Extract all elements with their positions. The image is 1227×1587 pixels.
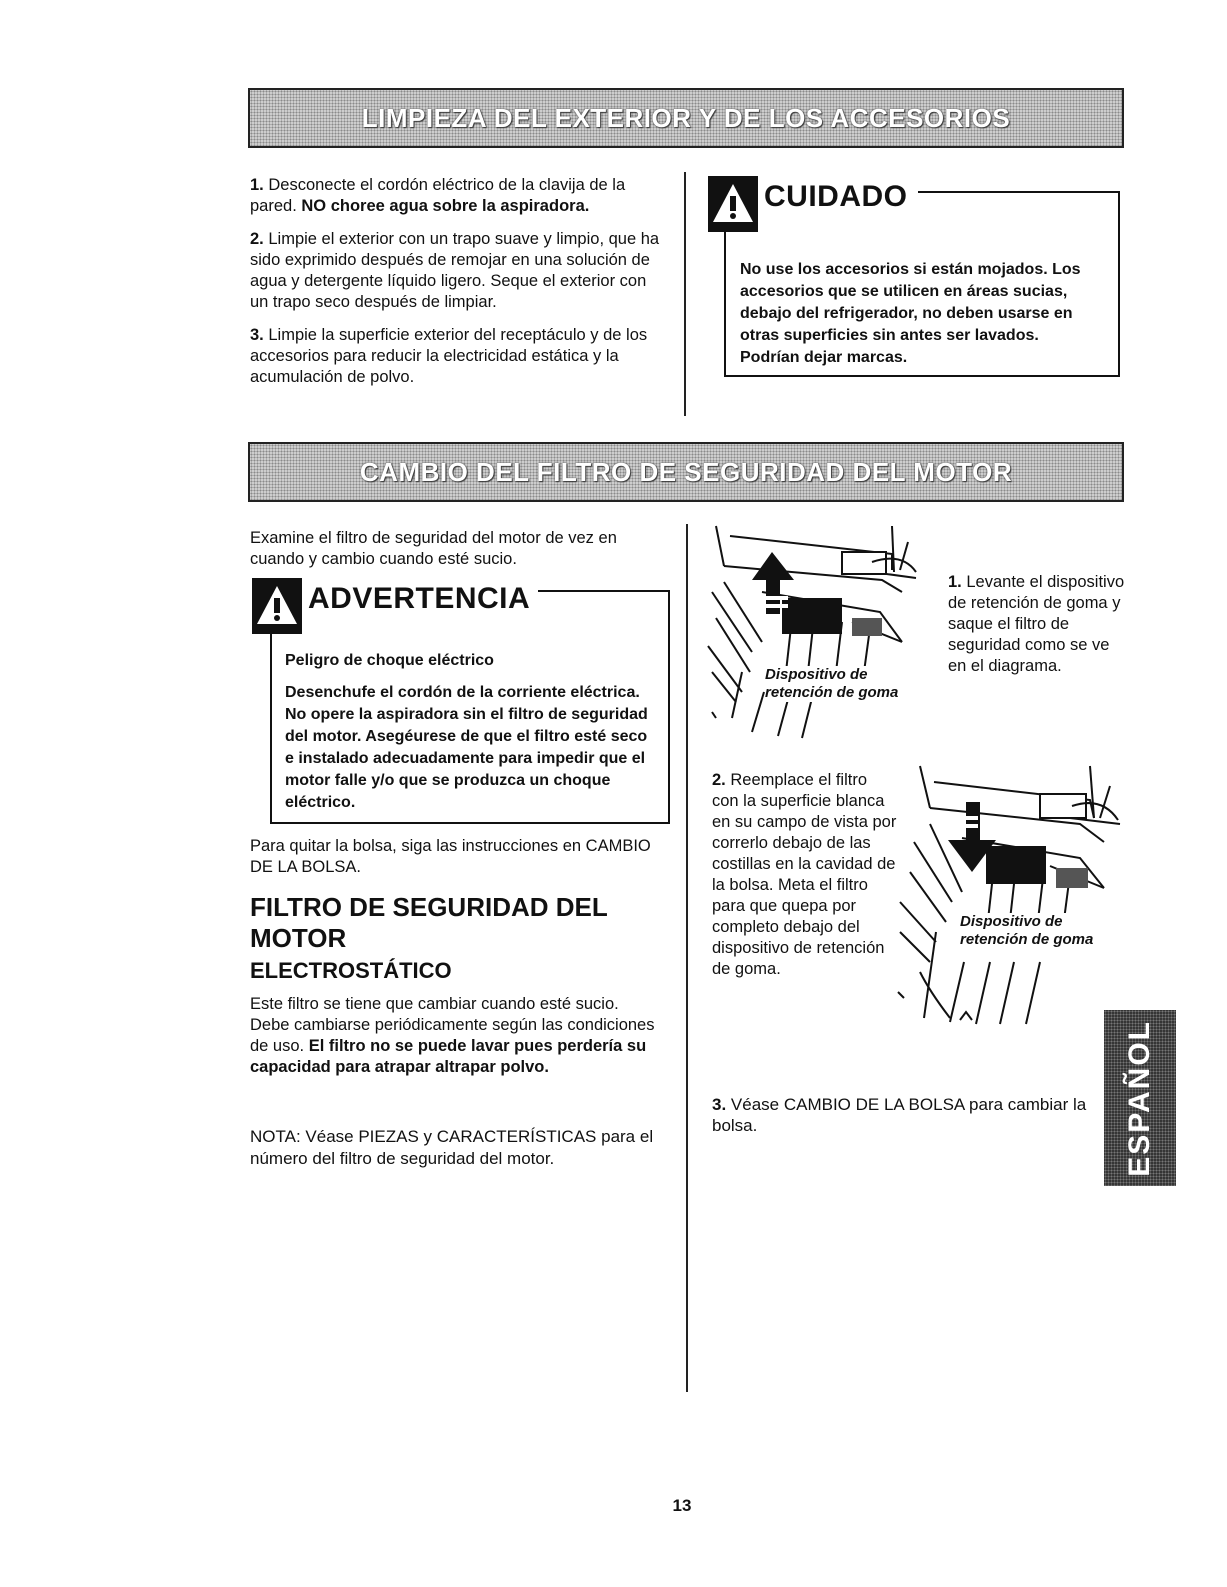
step-text: Véase CAMBIO DE LA BOLSA para cambiar la bolsa.	[712, 1095, 1087, 1135]
cuidado-title: CUIDADO	[764, 180, 908, 213]
advertencia-header	[252, 578, 538, 634]
column-divider	[686, 524, 688, 1392]
cleaning-step-3	[250, 325, 662, 388]
step-number: 2.	[250, 230, 264, 248]
step-number: 1.	[250, 176, 264, 194]
step-text: Limpie la superficie exterior del receptáculo y de los accesorios para reducir la electricidad estática y la acumulación de polvo.	[250, 326, 648, 386]
banner-title: LIMPIEZA DEL EXTERIOR Y DE LOS ACCESORIOS	[361, 102, 1011, 133]
section-subtitle: ELECTROSTÁTICO	[250, 958, 452, 983]
warning-icon	[708, 176, 758, 232]
filter-step-1	[948, 572, 1128, 677]
step-number: 1.	[948, 573, 962, 591]
page-number: 13	[672, 1496, 692, 1515]
column-divider	[684, 172, 686, 416]
nota	[250, 1126, 660, 1170]
filter-section	[250, 892, 670, 984]
step-text: Levante el dispositivo de retención de goma y saque el filtro de seguridad como se ve en el diagrama.	[948, 573, 1125, 675]
step-number: 3.	[712, 1095, 727, 1114]
advertencia-text: Desenchufe el cordón de la corriente eléctrica. No opere la aspiradora sin el filtro de seguridad del motor. Asegéurese de que el filtro esté seco e instalado adecuadamente para impedir que el motor falle y/o que se produzca un choque eléctrico.	[285, 684, 648, 811]
remove-bag-text: Para quitar la bolsa, siga las instrucciones en CAMBIO DE LA BOLSA.	[250, 837, 651, 876]
filter-install-diagram	[890, 762, 1126, 1034]
diagram-label	[765, 666, 898, 702]
filter-intro: Examine el filtro de seguridad del motor de vez en cuando y cambio cuando esté sucio.	[250, 529, 617, 568]
cleaning-step-2	[250, 229, 662, 313]
label-line: retención de goma	[765, 684, 899, 701]
diagram-label	[960, 913, 1093, 949]
step-text: Desconecte el cordón eléctrico de la clavija de la pared.	[250, 176, 626, 215]
step-bold-text: NO choree agua sobre la aspiradora.	[301, 197, 590, 215]
advertencia-title: ADVERTENCIA	[308, 582, 531, 615]
label-line: retención de goma	[960, 931, 1094, 948]
cuidado-text: No use los accesorios si están mojados. Los accesorios que se utilicen en áreas sucias, debajo del refrigerador, no deben usarse en otras superficies sin antes ser lavados. Podrían dejar marcas.	[740, 261, 1081, 366]
step-text: Reemplace el filtro con la superficie blanca en su campo de vista por correrlo debajo de las costillas en la cavidad de la bolsa. Meta el filtro para que quepa por completo debajo del dispositivo de retención de goma.	[712, 771, 897, 978]
banner-title: CAMBIO DEL FILTRO DE SEGURIDAD DEL MOTOR	[359, 456, 1013, 487]
advertencia-subtitle: Peligro de choque eléctrico	[285, 652, 494, 669]
description-text: Este filtro se tiene que cambiar cuando esté sucio. Debe cambiarse periódicamente según las condiciones de uso.	[250, 995, 655, 1055]
step-number: 3.	[250, 326, 264, 344]
section-banner-cleaning	[248, 88, 1124, 148]
filter-removal-diagram	[702, 522, 942, 758]
cleaning-step-1	[250, 175, 662, 217]
filter-description	[250, 994, 660, 1078]
cleaning-steps	[250, 175, 662, 400]
label-line: Dispositivo de	[765, 666, 868, 683]
description-bold: El filtro no se puede lavar pues perdería su capacidad para atrapar altrapar polvo.	[250, 1037, 647, 1076]
step-text: Limpie el exterior con un trapo suave y limpio, que ha sido exprimido después de remojar en una solución de agua y detergente líquido ligero. Seque el exterior con un trapo seco después de limpiar.	[250, 230, 660, 311]
filter-step-3	[712, 1094, 1092, 1136]
cuidado-header	[708, 176, 918, 232]
step-number: 2.	[712, 771, 726, 789]
nota-text: Véase PIEZAS y CARACTERÍSTICAS para el número del filtro de seguridad del motor.	[250, 1127, 654, 1168]
nota-label: NOTA:	[250, 1127, 301, 1146]
language-tab-label: ESPAÑOL	[1123, 1019, 1156, 1177]
warning-icon	[252, 578, 302, 634]
label-line: Dispositivo de	[960, 913, 1063, 930]
filter-step-2	[712, 770, 898, 980]
language-tab	[1104, 1010, 1176, 1186]
section-banner-filter	[248, 442, 1124, 502]
section-title: FILTRO DE SEGURIDAD DEL MOTOR	[250, 892, 608, 953]
